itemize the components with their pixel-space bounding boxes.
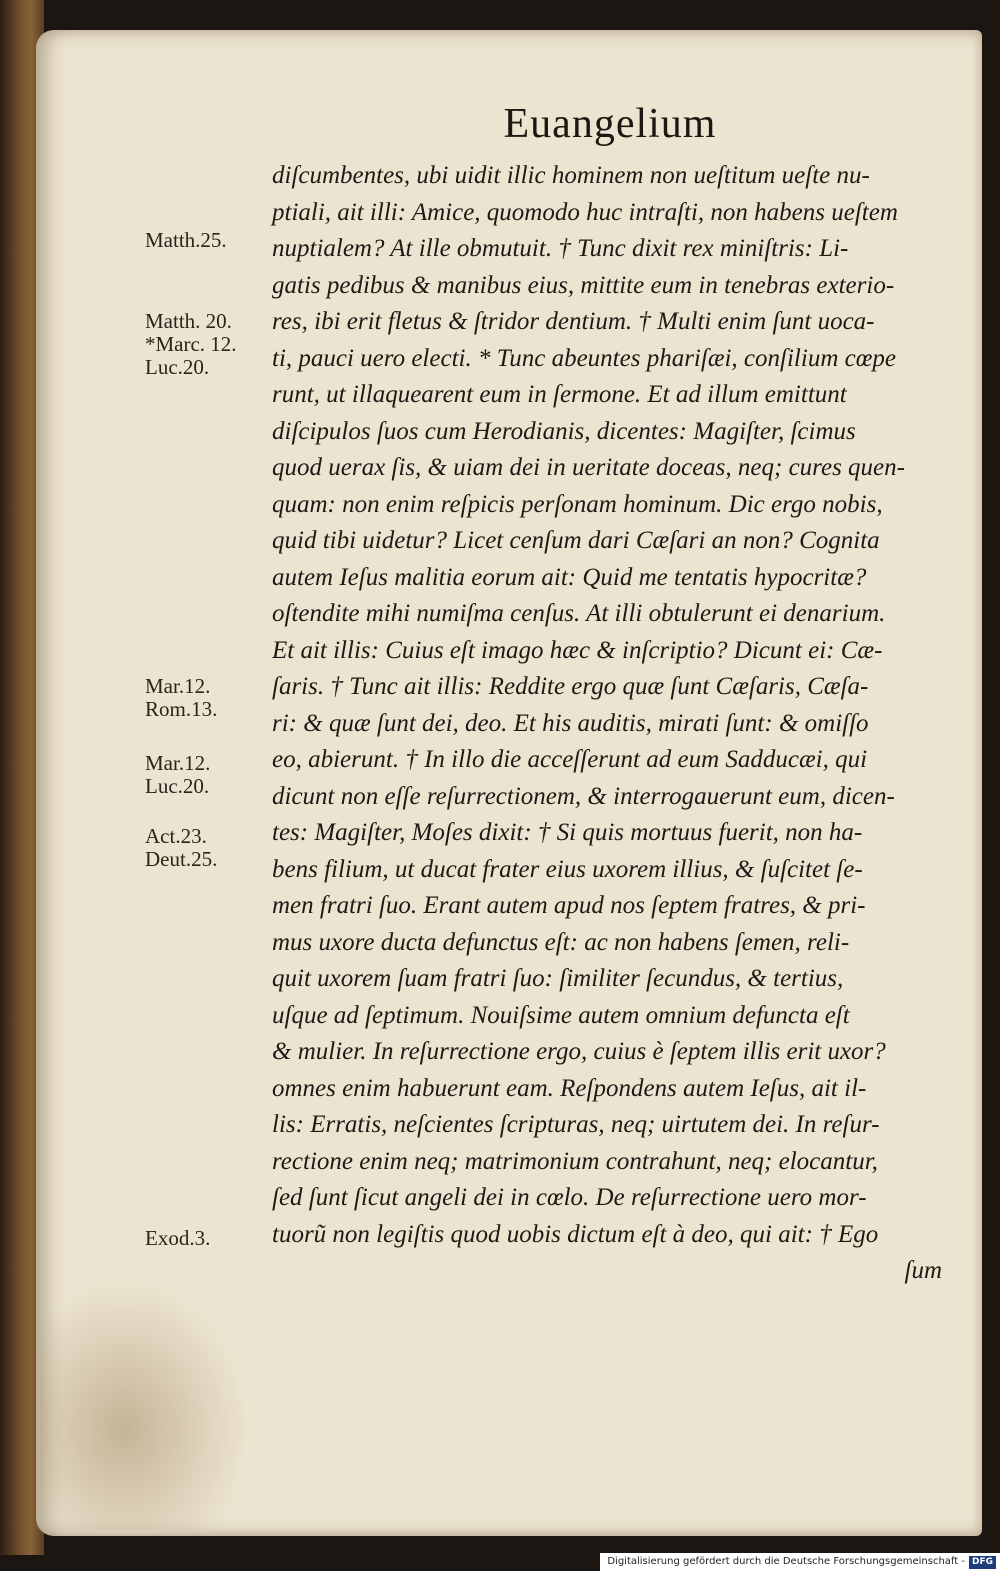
margin-ref: Act.23. bbox=[145, 824, 207, 848]
margin-note bbox=[145, 675, 270, 721]
margin-ref: Deut.25. bbox=[145, 847, 218, 871]
margin-ref: Matth. 20. bbox=[145, 309, 232, 333]
text-line: diſcipulos ſuos cum Herodianis, dicentes: Magiſter, ſcimus bbox=[272, 417, 856, 445]
margin-ref: *Marc. 12. bbox=[145, 332, 237, 356]
text-line: diſcumbentes, ubi uidit illic hominem non ueſtitum ueſte nu- bbox=[272, 162, 870, 189]
margin-note bbox=[145, 752, 270, 798]
margin-note bbox=[145, 825, 270, 871]
text-line: bens filium, ut ducat frater eius uxorem illius, & ſuſcitet ſe- bbox=[272, 855, 863, 883]
text-line: ſaris. † Tunc ait illis: Reddite ergo quæ ſunt Cæſaris, Cæſa- bbox=[272, 673, 869, 700]
margin-ref: Mar.12. bbox=[145, 674, 211, 698]
text-line: dicunt non eſſe reſurrectionem, & interrogauerunt eum, dicen- bbox=[272, 782, 895, 810]
text-line: eo, abierunt. † In illo die acceſſerunt ad eum Sadducæi, qui bbox=[272, 746, 868, 773]
text-line: ti, pauci uero electi. * Tunc abeuntes phariſæi, conſilium cœpe bbox=[272, 344, 896, 372]
margin-note bbox=[145, 229, 270, 252]
text-line: gatis pedibus & manibus eius, mittite eum in tenebras exterio- bbox=[272, 271, 895, 299]
text-line: ſed ſunt ſicut angeli dei in cœlo. De reſurrectione uero mor- bbox=[272, 1184, 867, 1211]
text-line: ri: & quæ ſunt dei, deo. Et his auditis, mirati ſunt: & omiſſo bbox=[272, 709, 869, 737]
text-line: autem Ieſus malitia eorum ait: Quid me tentatis hypocritæ? bbox=[272, 563, 867, 591]
text-line: rectione enim neq; matrimonium contrahunt, neq; elocantur, bbox=[272, 1147, 878, 1175]
margin-note bbox=[145, 1227, 270, 1250]
margin-ref: Mar.12. bbox=[145, 751, 211, 775]
body-text bbox=[272, 158, 942, 1290]
text-line: quit uxorem ſuam fratri ſuo: ſimiliter ſecundus, & tertius, bbox=[272, 965, 844, 992]
margin-ref: Exod.3. bbox=[145, 1226, 211, 1250]
text-line: nuptialem? At ille obmutuit. † Tunc dixit rex miniſtris: Li- bbox=[272, 235, 849, 262]
digitization-footer bbox=[600, 1553, 1000, 1571]
text-line: quod uerax ſis, & uiam dei in ueritate doceas, neq; cures quen- bbox=[272, 454, 905, 481]
text-line: omnes enim habuerunt eam. Reſpondens autem Ieſus, ait il- bbox=[272, 1074, 867, 1102]
page-title: Euangelium bbox=[503, 101, 717, 147]
text-line: tes: Magiſter, Moſes dixit: † Si quis mortuus fuerit, non ha- bbox=[272, 819, 863, 846]
text-line: uſque ad ſeptimum. Nouiſsime autem omnium defuncta eſt bbox=[272, 1001, 850, 1029]
margin-ref: Luc.20. bbox=[145, 774, 210, 798]
dfg-logo: DFG bbox=[969, 1556, 996, 1569]
text-line: & mulier. In reſurrectione ergo, cuius è ſeptem illis erit uxor? bbox=[272, 1038, 886, 1065]
text-line: Et ait illis: Cuius eſt imago hæc & inſcriptio? Dicunt ei: Cæ- bbox=[272, 636, 883, 664]
margin-ref: Matth.25. bbox=[145, 228, 227, 252]
catchword: ſum bbox=[904, 1257, 942, 1284]
text-line: res, ibi erit fletus & ſtridor dentium. † Multi enim ſunt uoca- bbox=[272, 308, 875, 335]
margin-ref: Rom.13. bbox=[145, 697, 218, 721]
text-line: oſtendite mihi numiſma cenſus. At illi obtulerunt ei denarium. bbox=[272, 600, 886, 627]
text-line: runt, ut illaquearent eum in ſermone. Et ad illum emittunt bbox=[272, 381, 847, 408]
text-line: quid tibi uidetur? Licet cenſum dari Cæſari an non? Cognita bbox=[272, 527, 880, 554]
text-line: ptiali, ait illi: Amice, quomodo huc intraſti, non habens ueſtem bbox=[272, 198, 898, 226]
text-line: men fratri ſuo. Erant autem apud nos ſeptem fratres, & pri- bbox=[272, 892, 866, 919]
margin-ref: Luc.20. bbox=[145, 355, 210, 379]
text-line: tuorũ non legiſtis quod uobis dictum eſt à deo, qui ait: † Ego bbox=[272, 1220, 879, 1248]
margin-note bbox=[145, 310, 270, 379]
footer-text: Digitalisierung gefördert durch die Deutsche Forschungsgemeinschaft - bbox=[607, 1556, 965, 1567]
text-line: mus uxore ducta defunctus eſt: ac non habens ſemen, reli- bbox=[272, 928, 850, 956]
text-line: lis: Erratis, neſcientes ſcripturas, neq; uirtutem dei. In reſur- bbox=[272, 1111, 880, 1138]
text-line: quam: non enim reſpicis perſonam hominum. Dic ergo nobis, bbox=[272, 490, 883, 518]
